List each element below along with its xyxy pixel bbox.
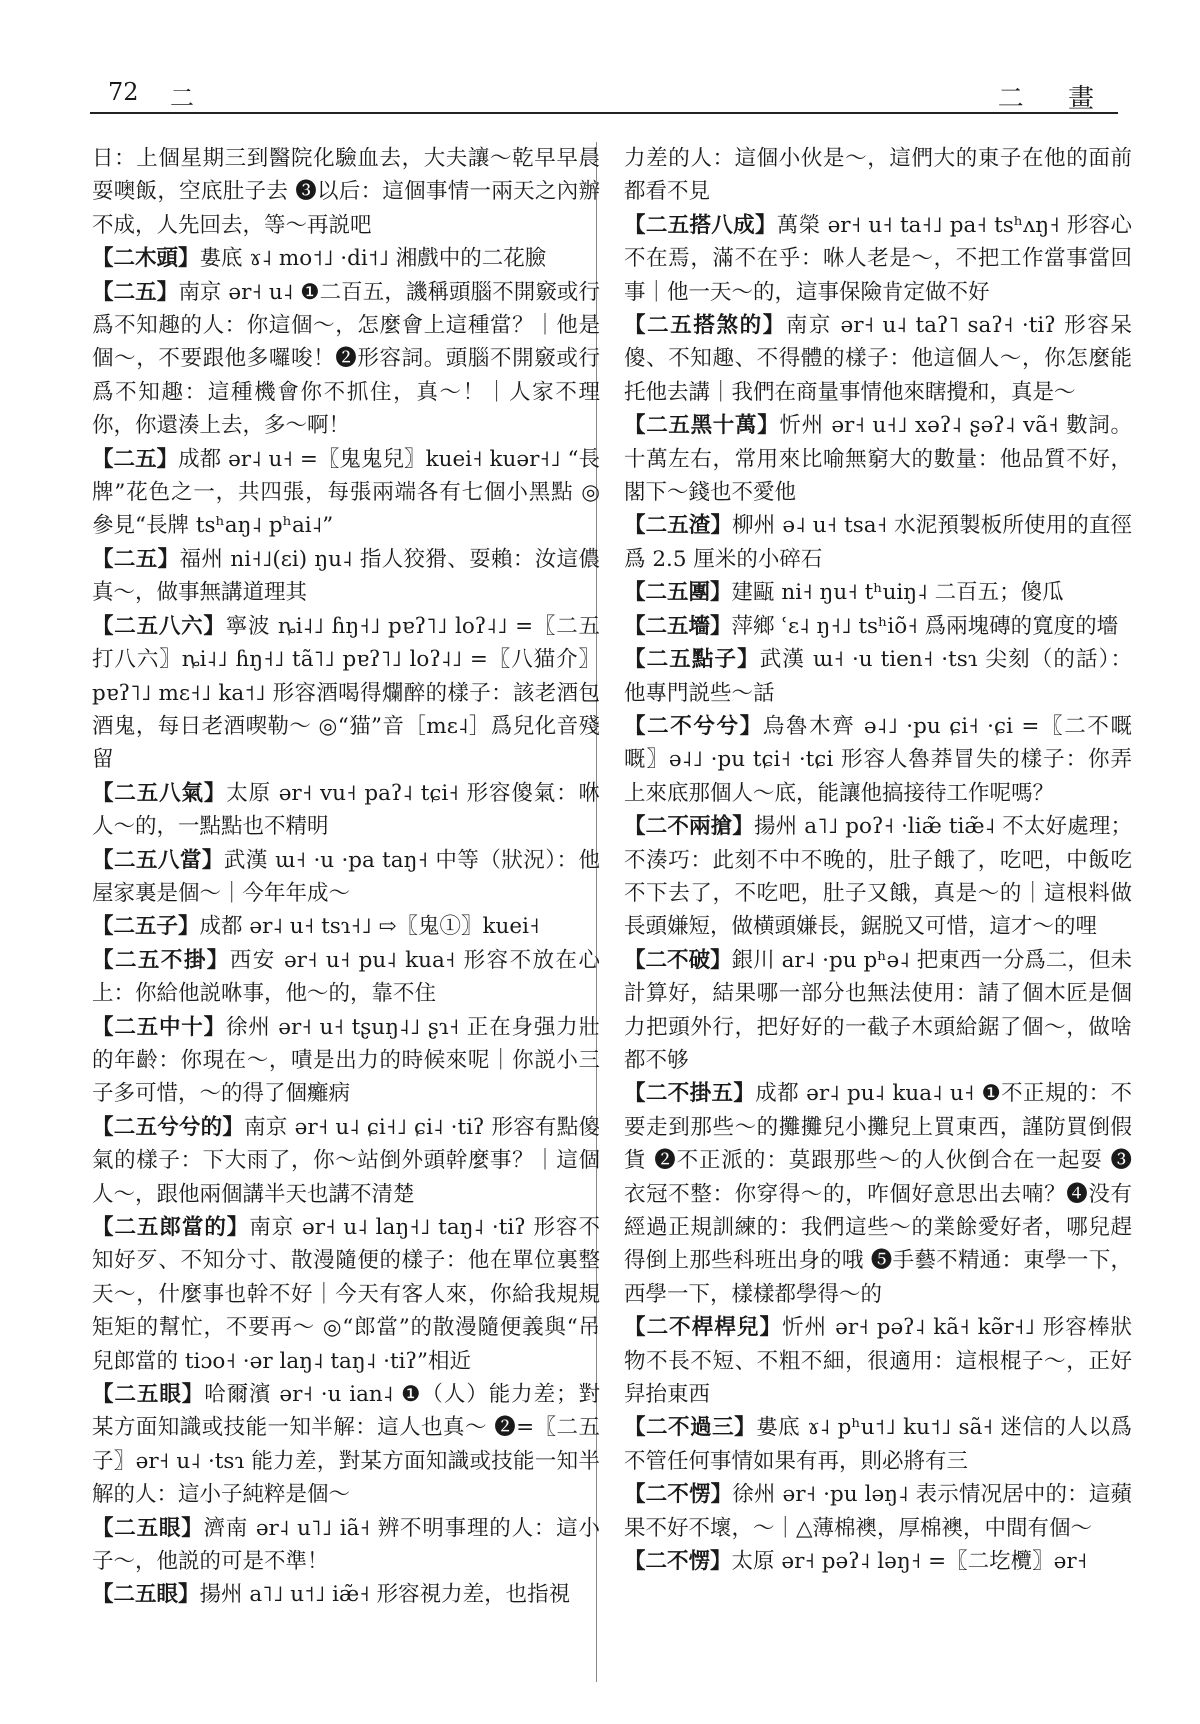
- dictionary-entry: [624, 1411, 1132, 1478]
- entry-headword: 【二五眼】: [92, 1515, 204, 1541]
- dictionary-entry: [92, 844, 600, 911]
- dictionary-entry: [624, 710, 1132, 810]
- entry-body: 哈爾濱 ər˧ ·u ian˨ ❶（人）能力差；對某方面知識或技能一知半解：這人也真～ ❷=〖二五子〗ər˧ u˨ ·tsɿ 能力差，對某方面知識或技能一知半解的人：這小子純粹是個～: [92, 1382, 600, 1508]
- entry-headword: 【二五子】: [92, 914, 200, 940]
- dictionary-entry: [92, 142, 600, 242]
- entry-body: 婁底 ɤ˨ pʰu˦˩ ku˦˩ sã˧ 迷信的人以爲不管任何事情如果有再，則必將有三: [624, 1415, 1132, 1474]
- entry-headword: 【二不掛五】: [624, 1081, 756, 1107]
- entry-headword: 【二五渣】: [624, 513, 733, 539]
- entry-body: 柳州 ə˨ u˧ tsa˧ 水泥預製板所使用的直徑爲 2.5 厘米的小碎石: [624, 513, 1132, 572]
- entry-headword: 【二不桿桿兒】: [624, 1315, 783, 1341]
- entry-body: 萬榮 ər˧ u˧ ta˧˩ pa˧ tsʰʌŋ˧ 形容心不在焉，滿不在乎：咻人老是～，不把工作當事當回事｜他一天～的，這事保險肯定做不好: [624, 212, 1132, 305]
- entry-headword: 【二五郎當的】: [92, 1215, 250, 1240]
- dictionary-entry: [92, 242, 600, 275]
- entry-body: 寧波 ȵi˨˩ ɦŋ˧˩ pɐʔ˥˩ loʔ˨˩ =〖二五打八六〗ȵi˨˩ ɦŋ˧˩ tã˥˩ pɐʔ˥˩ loʔ˨˩ =〖八猫介〗pɐʔ˥˩ mɛ˧˩ ka˦˩ 形容酒喝得爛醉的樣子：該老酒包酒鬼，每日老酒喫勒～ ◎“猫”音［mɛ˨］爲兒化音殘留: [92, 613, 600, 773]
- entry-body: 力差的人：這個小伙是～，這們大的東子在他的面前都看不見: [624, 146, 1132, 205]
- entry-headword: 【二不過三】: [624, 1415, 757, 1441]
- dictionary-entry: [624, 944, 1132, 1078]
- entry-body: 徐州 ər˧ u˧ tʂuŋ˨˩ ʂɿ˧ 正在身强力壯的年齡：你現在～，嘖是出力的時候來呢｜你説小三子多可惜，～的得了個癱病: [92, 1014, 600, 1107]
- entry-body: 揚州 a˥˩ poʔ˧ ·liæ̃ tiæ̃˨ 不太好處理；不湊巧：此刻不中不晚的，肚子餓了，吃吧，中飯吃不下去了，不吃吧，肚子又餓，真是～的｜這根料做長頭嫌短，做横頭嫌長，鋸脱又可惜，這才～的哩: [624, 814, 1132, 940]
- dictionary-entry: [624, 576, 1132, 609]
- entry-body: 武漢 ɯ˧ ·u ·pa taŋ˧ 中等（狀況）：他屋家裏是個～｜今年年成～: [92, 847, 600, 906]
- entry-body: 成都 ər˨ u˧ tsɿ˧˩ ⇨〖鬼①〗kuei˧: [199, 914, 540, 940]
- entry-body: 忻州 ər˧ u˧˩ xəʔ˨ ʂəʔ˨ vã˧ 數詞。十萬左右，常用來比喻無窮大的數量：他品質不好，閣下～錢也不愛他: [624, 413, 1132, 506]
- entry-headword: 【二五墻】: [624, 613, 732, 639]
- entry-headword: 【二五不掛】: [92, 947, 230, 973]
- page-header: [90, 78, 1118, 114]
- entry-body: 揚州 a˥˩ u˦˩ iæ̃˧ 形容視力差，也指視: [199, 1582, 571, 1608]
- dictionary-entry: [624, 509, 1132, 576]
- left-column: [92, 142, 600, 1612]
- dictionary-entry: [624, 1478, 1132, 1545]
- dictionary-entry: [624, 309, 1132, 409]
- entry-headword: 【二五】: [92, 546, 180, 572]
- dictionary-entry: [624, 1545, 1132, 1578]
- dictionary-entry: [92, 543, 600, 610]
- entry-headword: 【二不兩搶】: [624, 814, 754, 840]
- entry-headword: 【二木頭】: [92, 246, 200, 272]
- dictionary-entry: [624, 810, 1132, 944]
- dictionary-entry: [624, 142, 1132, 209]
- entry-body: 萍鄉 ʿɛ˨ ŋ˧˩ tsʰiõ˧ 爲兩塊磚的寬度的墻: [731, 613, 1119, 639]
- entry-body: 福州 ni˧˩(ɛi) ŋu˨ 指人狡猾、耍賴：汝這儂真～，做事無講道理其: [92, 546, 600, 606]
- entry-headword: 【二五點子】: [624, 647, 760, 673]
- entry-body: 銀川 ar˨ ·pu pʰə˨ 把東西一分爲二，但未計算好，結果哪一部分也無法使用：請了個木匠是個力把頭外行，把好好的一截子木頭給鋸了個～，做啥都不够: [624, 947, 1132, 1073]
- entry-body: 成都 ər˨ u˧ =〖鬼鬼兒〗kuei˧ kuər˧˩ “長牌”花色之一，共四張，每張兩端各有七個小黑點 ◎參見“長牌 tsʰaŋ˨ pʰai˨”: [92, 446, 600, 539]
- dictionary-entry: [92, 1578, 600, 1611]
- entry-body: 忻州 ər˧ pəʔ˨ kã˧ kə̃r˧˩ 形容棒狀物不長不短、不粗不細，很適用：這根棍子～，正好舁抬東西: [624, 1315, 1132, 1408]
- entry-headword: 【二五團】: [624, 580, 732, 606]
- dictionary-entry: [92, 1111, 600, 1211]
- dictionary-entry: [624, 643, 1132, 710]
- dictionary-entry: [92, 610, 600, 777]
- dictionary-entry: [624, 1077, 1132, 1311]
- entry-body: 太原 ər˧ vu˧ paʔ˨ tɕi˧ 形容傻氣：咻人～的，一點點也不精明: [92, 780, 600, 840]
- entry-headword: 【二五搭八成】: [624, 212, 777, 238]
- dictionary-entry: [624, 209, 1132, 309]
- entry-headword: 【二五】: [92, 279, 179, 305]
- entry-headword: 【二五八當】: [92, 847, 224, 873]
- dictionary-entry: [92, 910, 600, 943]
- dictionary-entry: [92, 443, 600, 543]
- entry-body: 成都 ər˨ pu˨ kua˨ u˧ ❶不正規的：不要走到那些～的攤攤兒小攤兒上買東西，謹防買倒假貨 ❷不正派的：莫跟那些～的人伙倒合在一起耍 ❸衣冠不整：你穿得～的，咋個好意思出去喃？❹没有經過正規訓練的：我們這些～的業餘愛好者，哪兒趕得倒上那些科班出身的哦 ❺手藝不精通：東學一下，西學一下，樣樣都學得～的: [624, 1081, 1132, 1307]
- dictionary-entry: [92, 1211, 600, 1378]
- dictionary-entry: [624, 1311, 1132, 1411]
- entry-headword: 【二五中十】: [92, 1014, 226, 1040]
- entry-headword: 【二五黑十萬】: [624, 413, 780, 439]
- entry-headword: 【二五】: [92, 446, 179, 472]
- running-head-left: 二: [170, 84, 194, 112]
- entry-body: 太原 ər˧ pəʔ˨ ləŋ˧ =〖二圪欖〗ər˧: [731, 1549, 1088, 1575]
- entry-headword: 【二不愣】: [624, 1549, 732, 1575]
- entry-body: 濟南 ər˨ u˥˩ iã˧ 辨不明事理的人：這小子～，他説的可是不準！: [92, 1515, 600, 1575]
- entry-body: 烏魯木齊 ə˨˩ ·pu ɕi˧ ·ɕi =〖二不嘅嘅〗ə˨˩ ·pu tɕi˧ ·tɕi 形容人魯莽冒失的樣子：你弄上來底那個人～底，能讓他搞接待工作呢嗎？: [624, 713, 1132, 806]
- dictionary-entry: [92, 1378, 600, 1512]
- entry-headword: 【二五八氣】: [92, 780, 227, 806]
- dictionary-entry: [92, 777, 600, 844]
- entry-headword: 【二不兮兮】: [624, 713, 763, 739]
- right-column: [624, 142, 1132, 1578]
- entry-body: 武漢 ɯ˧ ·u tien˧ ·tsɿ 尖刻（的話）：他專門説些～話: [624, 647, 1132, 706]
- entry-body: 南京 ər˧ u˨ laŋ˧˩ taŋ˨ ·tiʔ 形容不知好歹、不知分寸、散漫隨便的樣子：他在單位裏整天～，什麼事也幹不好｜今天有客人來，你給我規規矩矩的幫忙，不要再～ ◎“郎當”的散漫隨便義與“吊兒郎當的 tiɔo˧ ·ər laŋ˨ taŋ˨ ·tiʔ”相近: [92, 1215, 600, 1374]
- entry-body: 徐州 ər˧ ·pu ləŋ˨ 表示情况居中的：這蘋果不好不壞，～｜△薄棉襖，厚棉襖，中間有個～: [624, 1482, 1132, 1541]
- entry-headword: 【二五搭煞的】: [624, 313, 786, 339]
- page-number: 72: [108, 78, 139, 106]
- entry-headword: 【二五兮兮的】: [92, 1114, 245, 1140]
- dictionary-entry: [92, 944, 600, 1011]
- dictionary-entry: [92, 276, 600, 443]
- entry-headword: 【二五眼】: [92, 1582, 200, 1608]
- running-head-right: 二 畫: [997, 84, 1112, 114]
- dictionary-entry: [624, 409, 1132, 509]
- entry-headword: 【二五八六】: [92, 613, 226, 639]
- entry-headword: 【二五眼】: [92, 1382, 205, 1408]
- entry-body: 建甌 ni˧ ŋu˧ tʰuiŋ˨ 二百五；傻瓜: [731, 580, 1064, 606]
- entry-body: 西安 ər˧ u˧ pu˨ kua˧ 形容不放在心上：你給他説咻事，他～的，靠不住: [92, 947, 600, 1007]
- dictionary-entry: [92, 1011, 600, 1111]
- entry-headword: 【二不破】: [624, 947, 732, 973]
- dictionary-entry: [624, 610, 1132, 643]
- dictionary-entry: [92, 1512, 600, 1579]
- entry-body: 南京 ər˧ u˨ taʔ˥ saʔ˧ ·tiʔ 形容呆傻、不知趣、不得體的樣子：他這個人～，你怎麼能托他去講｜我們在商量事情他來瞎攪和，真是～: [624, 313, 1132, 405]
- entry-body: 南京 ər˧ u˨ ❶二百五，譏稱頭腦不開竅或行爲不知趣的人：你這個～，怎麼會上這種當？｜他是個～，不要跟他多囉唆！❷形容詞。頭腦不開竅或行爲不知趣：這種機會你不抓住，真～！｜人家不理你，你還湊上去，多～啊！: [92, 279, 600, 439]
- entry-body: 日：上個星期三到醫院化驗血去，大夫讓～乾早早晨耍噢飯，空底肚子去 ❸以后：這個事情一兩天之內辦不成，人先回去，等～再説吧: [92, 146, 600, 238]
- entry-body: 南京 ər˧ u˨ ɕi˧˩ ɕi˨ ·tiʔ 形容有點傻氣的樣子：下大雨了，你～站倒外頭幹麼事？｜這個人～，跟他兩個講半天也講不清楚: [92, 1114, 600, 1207]
- entry-headword: 【二不愣】: [624, 1482, 733, 1508]
- entry-body: 婁底 ɤ˨ mo˦˩ ·di˦˩ 湘戲中的二花臉: [199, 246, 547, 272]
